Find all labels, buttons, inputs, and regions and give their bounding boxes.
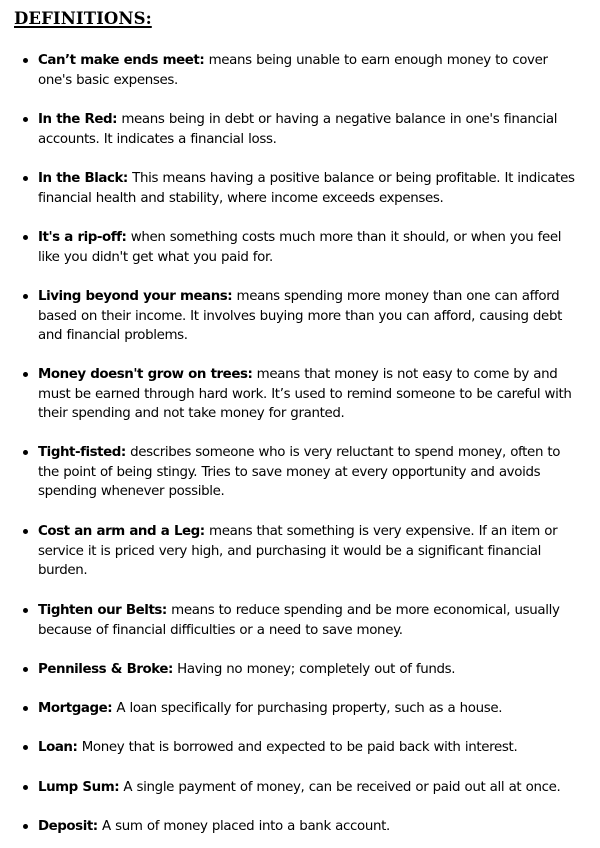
definition-term: Deposit: — [38, 819, 98, 834]
definition-text: Having no money; completely out of funds. — [172, 662, 456, 677]
definition-term: Lump Sum: — [38, 780, 120, 795]
bullet-icon — [23, 608, 28, 613]
definition-text: describes someone who is very reluctant to spend money, often to — [125, 445, 561, 460]
bullet-icon — [23, 785, 28, 790]
definition-text-line: service it is priced very high, and purchasing it would be a significant financial — [38, 543, 541, 559]
bullet-icon — [23, 235, 28, 240]
bullet-icon — [23, 667, 28, 672]
definition-term: Mortgage: — [38, 701, 113, 716]
definition-text: A loan specifically for purchasing property, such as a house. — [112, 701, 503, 716]
bullet-icon — [23, 176, 28, 181]
definition-item — [38, 443, 598, 502]
definition-text-line: accounts. It indicates a financial loss. — [38, 131, 277, 147]
definition-text-line: burden. — [38, 563, 88, 579]
bullet-icon — [23, 529, 28, 534]
bullet-icon — [23, 824, 28, 829]
definition-term: It's a rip-off: — [38, 230, 127, 245]
definition-text: means being in debt or having a negative balance in one's financial — [117, 112, 558, 127]
definition-text: means being unable to earn enough money to cover — [204, 53, 548, 68]
definition-text-line: based on their income. It involves buying more than you can afford, causing debt — [38, 308, 562, 324]
definition-term: Tight-fisted: — [38, 445, 126, 460]
bullet-icon — [23, 745, 28, 750]
definition-term: Penniless & Broke: — [38, 662, 173, 677]
definition-item — [38, 228, 598, 267]
bullet-icon — [23, 294, 28, 299]
definition-text: This means having a positive balance or being profitable. It indicates — [127, 171, 575, 186]
page-title: DEFINITIONS: — [14, 9, 152, 28]
definition-item — [38, 287, 598, 346]
definition-text: means that money is not easy to come by and — [252, 367, 558, 382]
definition-term: Cost an arm and a Leg: — [38, 524, 205, 539]
definition-text-line: must be earned through hard work. It’s used to remind someone to be careful with — [38, 386, 572, 402]
definition-item — [38, 522, 598, 581]
definition-term: Can’t make ends meet: — [38, 53, 205, 68]
bullet-icon — [23, 372, 28, 377]
bullet-icon — [23, 117, 28, 122]
definition-text-line: like you didn't get what you paid for. — [38, 249, 273, 265]
definition-text: Money that is borrowed and expected to be paid back with interest. — [77, 740, 518, 755]
definition-text-line: spending whenever possible. — [38, 484, 225, 500]
definition-item — [38, 169, 598, 208]
definition-item — [38, 778, 598, 798]
definition-item — [38, 699, 598, 719]
definition-text-line: their spending and not take money for granted. — [38, 406, 345, 422]
definition-item — [38, 817, 598, 837]
definition-text: means to reduce spending and be more economical, usually — [166, 603, 560, 618]
definition-text: means spending more money than one can afford — [232, 289, 560, 304]
definition-text: when something costs much more than it should, or when you feel — [126, 230, 562, 245]
definition-term: Loan: — [38, 740, 78, 755]
definition-item — [38, 365, 598, 424]
definition-text-line: and financial problems. — [38, 328, 188, 344]
definition-term: Living beyond your means: — [38, 289, 233, 304]
definition-text-line: the point of being stingy. Tries to save money at every opportunity and avoids — [38, 464, 541, 480]
definition-term: Tighten our Belts: — [38, 603, 167, 618]
definition-text: A sum of money placed into a bank account. — [97, 819, 390, 834]
definition-item — [38, 660, 598, 680]
definition-text-line: one's basic expenses. — [38, 72, 178, 88]
definition-text-line: financial health and stability, where income exceeds expenses. — [38, 190, 444, 206]
definition-text-line: because of financial difficulties or a need to save money. — [38, 622, 403, 638]
bullet-icon — [23, 706, 28, 711]
bullet-icon — [23, 58, 28, 63]
definition-item — [38, 110, 598, 149]
definition-item — [38, 51, 598, 90]
definition-term: Money doesn't grow on trees: — [38, 367, 253, 382]
definition-text: A single payment of money, can be received or paid out all at once. — [119, 780, 561, 795]
definition-item — [38, 738, 598, 758]
definition-term: In the Red: — [38, 112, 118, 127]
bullet-icon — [23, 450, 28, 455]
definition-term: In the Black: — [38, 171, 128, 186]
definition-text: means that something is very expensive. If an item or — [204, 524, 558, 539]
definition-item — [38, 601, 598, 640]
